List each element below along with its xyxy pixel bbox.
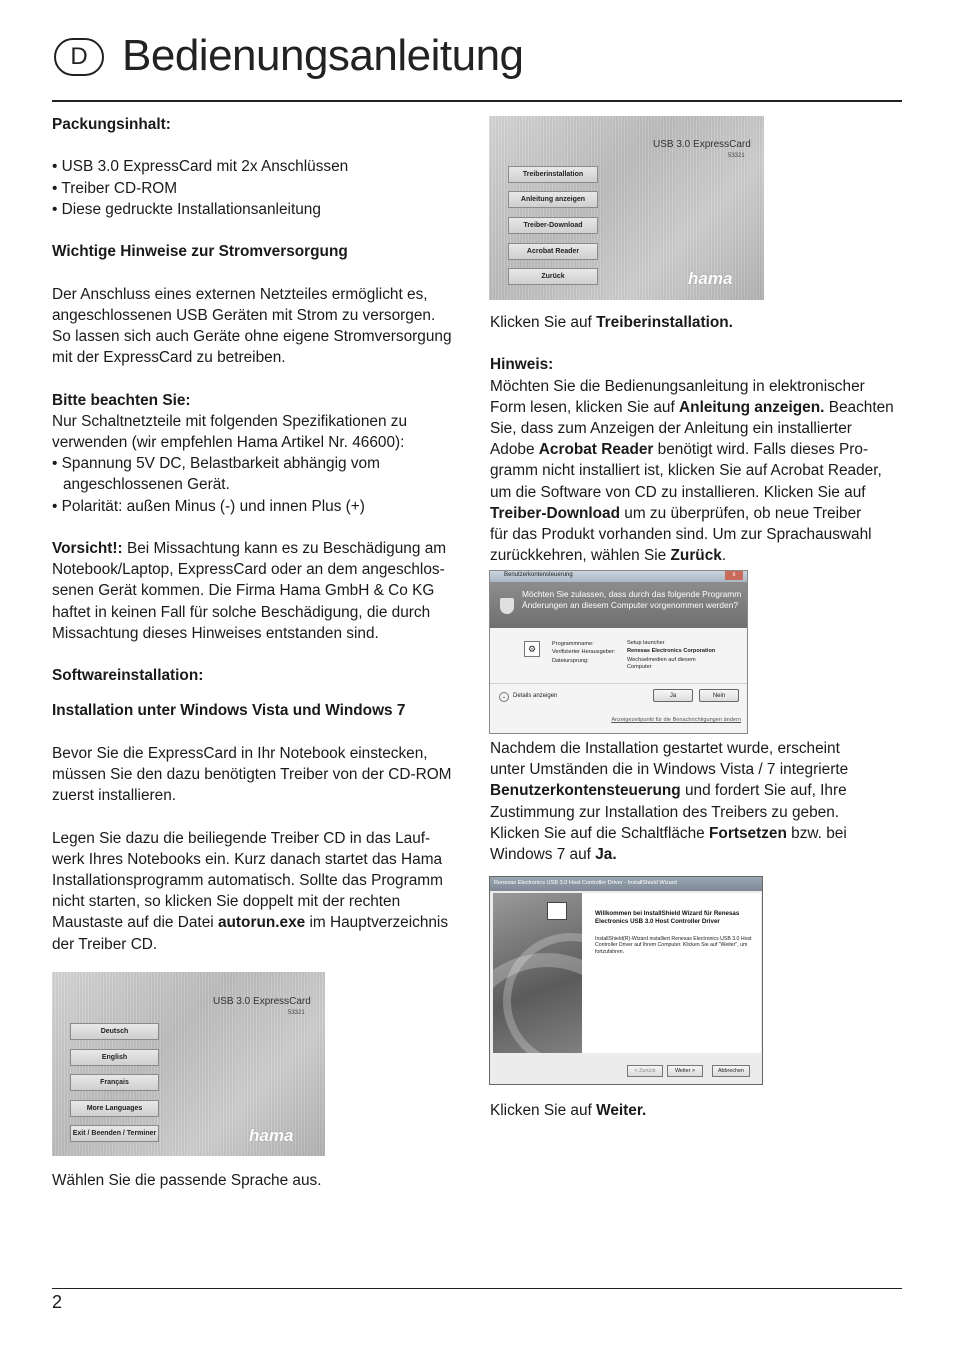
paragraph-line: gramm nicht installiert ist, klicken Sie auf Acrobat Reader,: [490, 462, 882, 480]
page-number: 2: [52, 1292, 63, 1312]
text-run: benötigt wird. Falls dieses Pro-: [653, 441, 869, 459]
paragraph-line: Möchten Sie die Bedienungsanleitung in elektronischer: [490, 377, 865, 395]
text-run: im Hauptverzeichnis: [305, 914, 449, 932]
paragraph-line: werk Ihres Notebooks ein. Kurz danach startet das Hama: [52, 850, 443, 868]
paragraph-line: [490, 545, 910, 566]
back-button[interactable]: Zurück: [508, 268, 598, 285]
paragraph-line: Nur Schaltnetzteile mit folgenden Spezifikationen zu: [52, 412, 408, 430]
paragraph-line: Installationsprogramm automatisch. Sollte das Programm: [52, 871, 443, 889]
text-run: Klicken Sie auf: [490, 314, 597, 331]
text-run: Klicken Sie auf: [490, 1102, 597, 1119]
heading-note: Bitte beachten Sie:: [52, 391, 191, 409]
heading-power: Wichtige Hinweise zur Stromversorgung: [52, 243, 348, 261]
paragraph-line: [490, 397, 910, 418]
language-button-francais[interactable]: Français: [70, 1074, 159, 1091]
paragraph-line: verwenden (wir empfehlen Hama Artikel Nr. 46600):: [52, 433, 405, 451]
wizard-heading: Willkommen bei InstallShield Wizard für Renesas Electronics USB 3.0 Host Controller Driver: [595, 910, 740, 925]
decorative-arc: [503, 933, 582, 1053]
value-origin: Wechselmedien auf diesem Computer: [627, 657, 696, 670]
paragraph-line: angeschlossenen USB Geräten mit Strom zu versorgen.: [52, 306, 436, 324]
footer-rule: [52, 1288, 902, 1289]
language-button-english[interactable]: English: [70, 1049, 159, 1066]
paragraph-line: Der Anschluss eines externen Netzteiles ermöglicht es,: [52, 285, 428, 303]
paragraph-line: mit der ExpressCard zu betreiben.: [52, 349, 286, 367]
emphasis: Weiter.: [596, 1102, 647, 1119]
paragraph-line: unter Umständen die in Windows Vista / 7 integrierte: [490, 761, 849, 779]
paragraph-line: So lassen sich auch Geräte ohne eigene Stromversorgung: [52, 327, 452, 345]
acrobat-reader-button[interactable]: Acrobat Reader: [508, 243, 598, 260]
panel-title: USB 3.0 ExpressCard: [653, 139, 751, 150]
language-menu-screenshot: [52, 972, 325, 1156]
notification-settings-link[interactable]: Anzeigezeitpunkt für die Benachrichtigungen ändern: [611, 717, 741, 723]
text-run: Windows 7 auf: [490, 846, 596, 864]
paragraph-line: [490, 439, 910, 460]
panel-title: USB 3.0 ExpressCard: [213, 996, 311, 1007]
emphasis: Fortsetzen: [709, 824, 787, 842]
main-menu-screenshot: [489, 116, 764, 300]
emphasis: Zurück: [670, 547, 722, 565]
show-manual-button[interactable]: Anleitung anzeigen: [508, 191, 598, 208]
uac-dialog-screenshot: [489, 570, 748, 734]
paragraph-line: um die Software von CD zu installieren. Klicken Sie auf: [490, 483, 866, 501]
panel-article-number: 53321: [728, 153, 745, 159]
value-publisher: Renesas Electronics Corporation: [627, 648, 716, 654]
heading-packaging: Packungsinhalt:: [52, 116, 171, 133]
shield-icon: [500, 598, 514, 614]
right-column-middle: [490, 738, 910, 865]
paragraph-line: [490, 823, 910, 844]
paragraph-line: Legen Sie dazu die beiliegende Treiber CD in das Lauf-: [52, 829, 431, 847]
no-button[interactable]: Nein: [699, 689, 739, 702]
driver-install-button[interactable]: Treiberinstallation: [508, 166, 598, 183]
uac-titlebar: [490, 571, 747, 582]
emphasis: Acrobat Reader: [538, 441, 654, 459]
wizard-content: [582, 893, 761, 1053]
text-run: Bei Missachtung kann es zu Beschädigung am: [122, 539, 447, 557]
paragraph-line: nicht starten, so klicken Sie doppelt mit der rechten: [52, 893, 401, 911]
program-icon: ⚙: [524, 641, 540, 657]
text-run: Klicken Sie auf die Schaltfläche: [490, 824, 710, 842]
uac-header: [490, 582, 747, 628]
text-run: und fordert Sie auf, Ihre: [680, 782, 847, 800]
paragraph-line: senen Gerät kommen. Die Firma Hama GmbH & Co KG: [52, 582, 435, 600]
wizard-side-banner: [493, 893, 582, 1053]
bullet-item: • Diese gedruckte Installationsanleitung: [52, 200, 321, 218]
paragraph-line: für das Produkt vorhanden sind. Um zur Sprachauswahl: [490, 526, 872, 544]
installshield-wizard-screenshot: [489, 876, 763, 1085]
panel-article-number: 53321: [288, 1010, 305, 1016]
emphasis: Treiber-Download: [490, 504, 620, 522]
wizard-back-button[interactable]: < Zurück: [627, 1065, 663, 1077]
paragraph-line: [52, 912, 472, 933]
driver-download-button[interactable]: Treiber-Download: [508, 217, 598, 234]
bullet-item: • Spannung 5V DC, Belastbarkeit abhängig vom: [52, 455, 380, 473]
text-run: Form lesen, klicken Sie auf: [490, 398, 680, 416]
text-run: Adobe: [490, 441, 539, 459]
text-run: .: [721, 547, 727, 565]
paragraph-line: müssen Sie den dazu benötigten Treiber von der CD-ROM: [52, 765, 452, 783]
paragraph-line: [490, 780, 910, 801]
header-rule: [52, 100, 902, 102]
language-badge: D: [54, 38, 104, 76]
page-title: Bedienungsanleitung: [122, 31, 524, 80]
uac-question: Möchten Sie zulassen, dass durch das folgende Programm Änderungen an diesem Computer vorgenommen werden?: [522, 589, 742, 610]
caption-language: Wählen Sie die passende Sprache aus.: [52, 1172, 322, 1189]
right-column-top: [490, 312, 910, 566]
label-publisher: Verifizierter Herausgeber:: [552, 649, 616, 655]
language-button-deutsch[interactable]: Deutsch: [70, 1023, 159, 1040]
wizard-body: InstallShield(R)-Wizard installiert Renesas Electronics USB 3.0 Host Controller Driver auf Ihrem Computer. Klicken Sie auf "Weiter", um fortzufahren.: [595, 936, 752, 955]
paragraph-line: zuerst installieren.: [52, 787, 177, 805]
paragraph-line: haftet in keinen Fall für solche Beschädigung, die durch: [52, 603, 431, 621]
wizard-next-button[interactable]: Weiter >: [667, 1065, 703, 1077]
uac-title: Benutzerkontensteuerung: [504, 572, 573, 578]
filename: autorun.exe: [217, 914, 306, 932]
hama-logo: hama: [249, 1126, 294, 1145]
bullet-continuation: angeschlossenen Gerät.: [63, 476, 230, 494]
emphasis: Anleitung anzeigen.: [679, 398, 825, 416]
paragraph-line: Notebook/Laptop, ExpressCard oder an dem angeschlos-: [52, 561, 445, 579]
bullet-item: • Treiber CD-ROM: [52, 179, 178, 197]
wizard-titlebar: [490, 877, 762, 891]
label-origin: Dateiursprung:: [552, 658, 589, 664]
warning-label: Vorsicht!:: [52, 539, 123, 557]
bullet-item: • Polarität: außen Minus (-) und innen Plus (+): [52, 497, 365, 515]
emphasis: Benutzerkontensteuerung: [490, 782, 681, 800]
divider: [490, 683, 747, 684]
paragraph-line: [52, 538, 472, 559]
close-icon[interactable]: x: [725, 571, 743, 580]
chevron-down-icon[interactable]: ⌄: [499, 692, 509, 702]
text-run: zurückkehren, wählen Sie: [490, 547, 671, 565]
heading-hint: Hinweis:: [490, 356, 554, 374]
left-column: [52, 114, 472, 955]
emphasis: Ja.: [595, 846, 617, 864]
paragraph-line: [490, 312, 910, 333]
wizard-title: Renesas Electronics USB 3.0 Host Controller Driver - InstallShield Wizard: [494, 880, 677, 886]
paragraph-line: der Treiber CD.: [52, 935, 158, 953]
emphasis: Treiberinstallation.: [596, 314, 733, 331]
installer-icon: [547, 902, 567, 920]
paragraph-line: [490, 844, 910, 865]
details-toggle[interactable]: Details anzeigen: [513, 693, 558, 699]
value-program-name: Setup launcher: [627, 640, 665, 646]
language-button-more[interactable]: More Languages: [70, 1100, 159, 1117]
exit-button[interactable]: Exit / Beenden / Terminer: [70, 1125, 159, 1142]
bullet-item: • USB 3.0 ExpressCard mit 2x Anschlüssen: [52, 158, 349, 176]
paragraph-line: [490, 503, 910, 524]
paragraph-line: Nachdem die Installation gestartet wurde, erscheint: [490, 740, 840, 757]
paragraph-line: Zustimmung zur Installation des Treibers zu geben.: [490, 803, 840, 821]
paragraph-line: Bevor Sie die ExpressCard in Ihr Notebook einstecken,: [52, 744, 428, 762]
text-run: bzw. bei: [786, 824, 847, 842]
heading-software: Softwareinstallation:: [52, 667, 204, 685]
heading-vista: Installation unter Windows Vista und Windows 7: [52, 702, 406, 720]
hama-logo: hama: [688, 269, 733, 288]
text-run: Beachten: [824, 398, 894, 416]
label-program-name: Programmname:: [552, 641, 594, 647]
text-run: Maustaste auf die Datei: [52, 914, 218, 932]
wizard-cancel-button[interactable]: Abbrechen: [712, 1065, 750, 1077]
text-run: um zu überprüfen, ob neue Treiber: [619, 504, 862, 522]
yes-button[interactable]: Ja: [653, 689, 693, 702]
paragraph-line: Sie, dass zum Anzeigen der Anleitung ein installierter: [490, 420, 852, 437]
caption-next: [490, 1100, 646, 1121]
paragraph-line: Missachtung dieses Hinweises entstanden sind.: [52, 624, 379, 642]
